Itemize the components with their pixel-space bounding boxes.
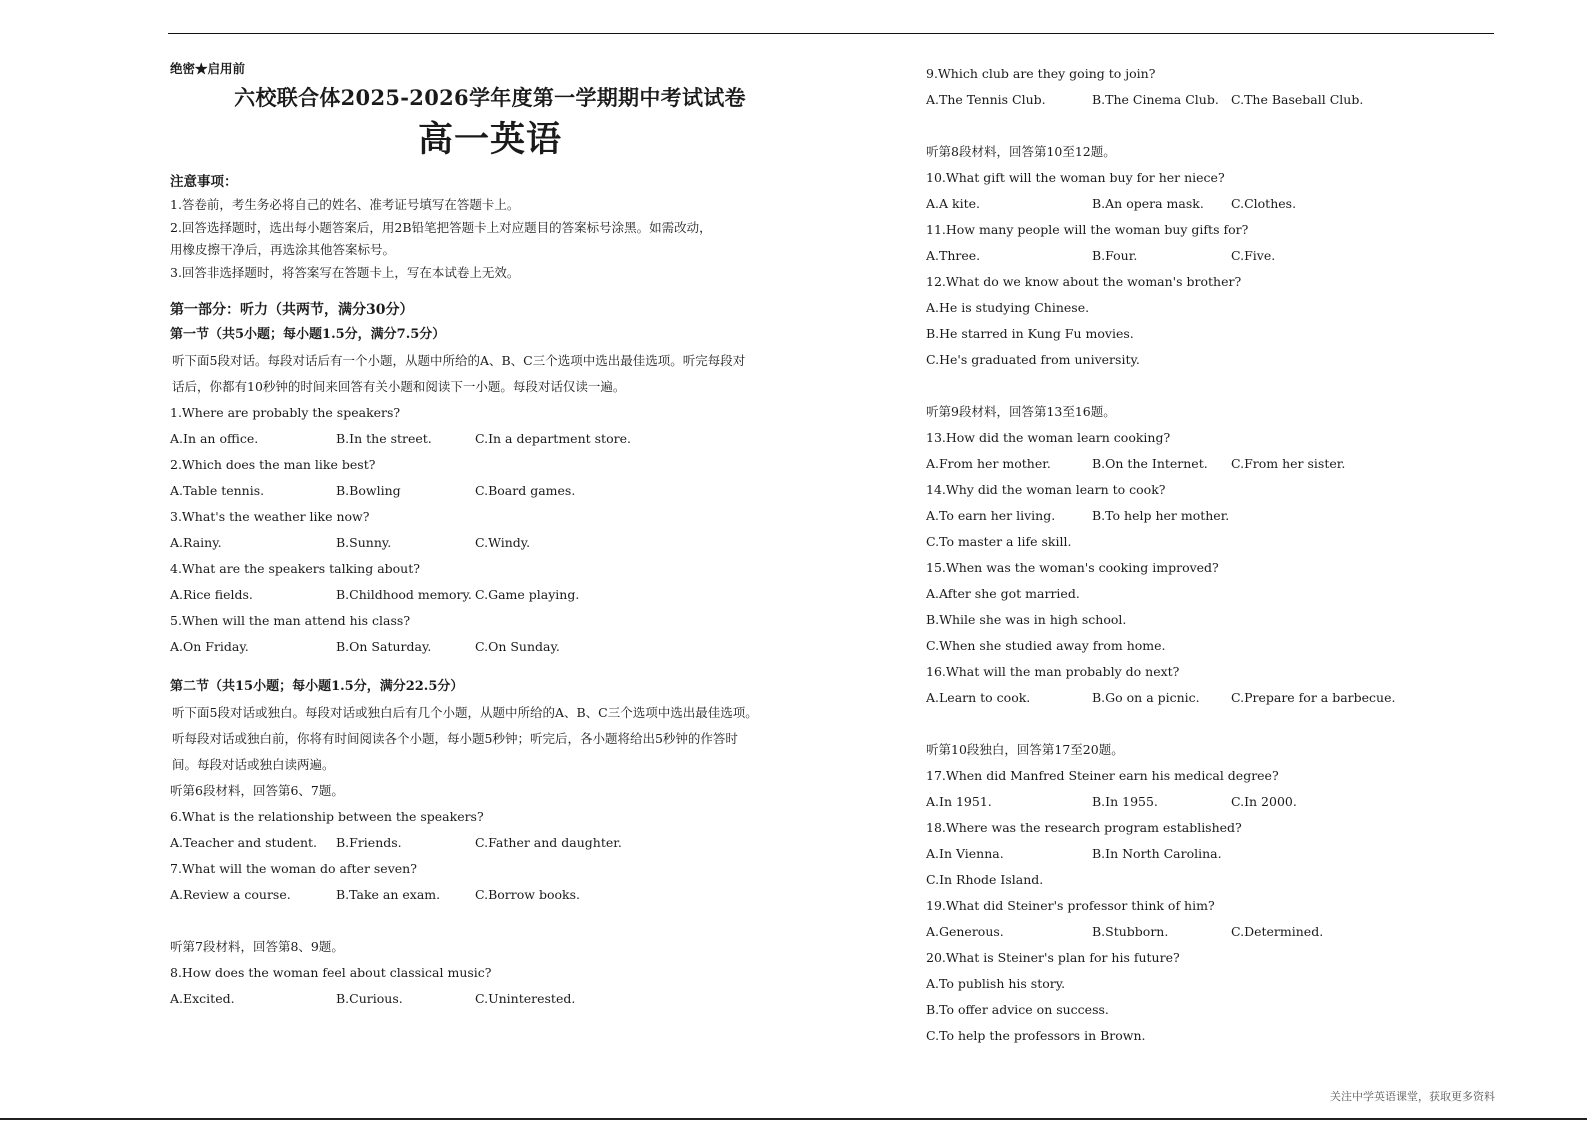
option-a: A.The Tennis Club. xyxy=(926,92,1046,107)
option-a: A.Teacher and student. xyxy=(170,835,318,850)
option-a: A.Table tennis. xyxy=(170,483,265,498)
section-two-title: 第二节（共15小题；每小题1.5分，满分22.5分） xyxy=(170,679,464,694)
question-12: 12.What do we know about the woman's brother? xyxy=(926,274,1242,289)
option-b: B.Curious. xyxy=(336,991,403,1006)
question-11: 11.How many people will the woman buy gifts for? xyxy=(926,222,1249,237)
notice-line: 3.回答非选择题时，将答案写在答题卡上，写在本试卷上无效。 xyxy=(170,264,520,280)
section-one-instructions: 话后，你都有10秒钟的时间来回答有关小题和阅读下一小题。每段对话仅读一遍。 xyxy=(172,379,626,394)
option-c: C.Windy. xyxy=(475,535,531,550)
option-a: A.Rainy. xyxy=(170,535,222,550)
option-b: B.Friends. xyxy=(336,835,402,850)
option-a: A.He is studying Chinese. xyxy=(926,300,1090,315)
options-7 xyxy=(170,882,830,908)
part-one-title: 第一部分：听力（共两节，满分30分） xyxy=(170,302,414,318)
option-b: B.Go on a picnic. xyxy=(1092,690,1200,705)
option-b: B.Sunny. xyxy=(336,535,392,550)
material-8-heading: 听第8段材料，回答第10至12题。 xyxy=(926,144,1116,159)
option-a: A.In Vienna. xyxy=(926,846,1004,861)
options-19 xyxy=(926,919,1546,945)
notice-heading: 注意事项： xyxy=(170,174,238,190)
material-9-heading: 听第9段材料，回答第13至16题。 xyxy=(926,404,1116,419)
options-16 xyxy=(926,685,1546,711)
options-11 xyxy=(926,243,1546,269)
option-b: B.On the Internet. xyxy=(1092,456,1208,471)
question-19: 19.What did Steiner's professor think of him? xyxy=(926,898,1215,913)
option-a: A.From her mother. xyxy=(926,456,1051,471)
option-c: C.Board games. xyxy=(475,483,576,498)
notice-line: 用橡皮擦干净后，再选涂其他答案标号。 xyxy=(170,242,396,257)
option-b: B.To offer advice on success. xyxy=(926,1002,1109,1017)
options-3 xyxy=(170,530,830,556)
option-a: A.To publish his story. xyxy=(926,976,1066,991)
option-a: A.Three. xyxy=(926,248,981,263)
notice-line: 2.回答选择题时，选出每小题答案后，用2B铅笔把答题卡上对应题目的答案标号涂黑。如需改动， xyxy=(170,219,712,235)
option-c: C.He's graduated from university. xyxy=(926,352,1140,367)
options-1 xyxy=(170,426,830,452)
question-5: 5.When will the man attend his class? xyxy=(170,613,411,628)
question-2: 2.Which does the man like best? xyxy=(170,457,376,472)
option-c: C.To master a life skill. xyxy=(926,534,1072,549)
options-13 xyxy=(926,451,1546,477)
option-b: B.He starred in Kung Fu movies. xyxy=(926,326,1134,341)
option-a: A.Generous. xyxy=(926,924,1004,939)
option-b: B.Four. xyxy=(1092,248,1138,263)
option-b: B.In North Carolina. xyxy=(1092,846,1222,861)
option-a: A.After she got married. xyxy=(926,586,1080,601)
question-1: 1.Where are probably the speakers? xyxy=(170,405,401,420)
section-two-instructions: 听每段对话或独白前，你将有时间阅读各个小题，每小题5秒钟；听完后，各小题将给出5秒钟的作答时 xyxy=(172,731,738,746)
section-one-instructions: 听下面5段对话。每段对话后有一个小题，从题中所给的A、B、C三个选项中选出最佳选项。听完每段对 xyxy=(172,353,746,368)
option-b: B.On Saturday. xyxy=(336,639,432,654)
option-c: C.From her sister. xyxy=(1231,456,1346,471)
right-column xyxy=(926,61,1546,1049)
option-a: A.Excited. xyxy=(170,991,235,1006)
option-b: B.To help her mother. xyxy=(1092,508,1230,523)
section-one-title: 第一节（共5小题；每小题1.5分，满分7.5分） xyxy=(170,327,446,342)
option-a: A.Learn to cook. xyxy=(926,690,1031,705)
question-13: 13.How did the woman learn cooking? xyxy=(926,430,1171,445)
option-c: C.Game playing. xyxy=(475,587,580,602)
material-6-heading: 听第6段材料，回答第6、7题。 xyxy=(170,783,344,798)
material-7-heading: 听第7段材料，回答第8、9题。 xyxy=(170,939,344,954)
options-17 xyxy=(926,789,1546,815)
options-2 xyxy=(170,478,830,504)
question-8: 8.How does the woman feel about classical music? xyxy=(170,965,492,980)
exam-title: 六校联合体2025-2026学年度第一学期期中考试试卷 xyxy=(234,85,746,110)
subject-title: 高一英语 xyxy=(417,119,562,160)
question-6: 6.What is the relationship between the speakers? xyxy=(170,809,484,824)
question-20: 20.What is Steiner's plan for his future? xyxy=(926,950,1180,965)
question-9: 9.Which club are they going to join? xyxy=(926,66,1156,81)
option-c: C.Uninterested. xyxy=(475,991,576,1006)
option-c: C.Prepare for a barbecue. xyxy=(1231,690,1396,705)
question-14: 14.Why did the woman learn to cook? xyxy=(926,482,1166,497)
option-c: C.In a department store. xyxy=(475,431,631,446)
option-c: C.Borrow books. xyxy=(475,887,580,902)
option-a: A.In 1951. xyxy=(926,794,992,809)
option-b: B.Bowling xyxy=(336,483,401,498)
option-b: B.Stubborn. xyxy=(1092,924,1169,939)
options-6 xyxy=(170,830,830,856)
section-two-instructions: 间。每段对话或独白读两遍。 xyxy=(172,757,335,772)
option-c: C.Determined. xyxy=(1231,924,1324,939)
option-c: C.To help the professors in Brown. xyxy=(926,1028,1146,1043)
question-15: 15.When was the woman's cooking improved? xyxy=(926,560,1219,575)
question-18: 18.Where was the research program established? xyxy=(926,820,1242,835)
option-c: C.Clothes. xyxy=(1231,196,1297,211)
material-10-heading: 听第10段独白，回答第17至20题。 xyxy=(926,742,1124,757)
question-17: 17.When did Manfred Steiner earn his medical degree? xyxy=(926,768,1279,783)
question-7: 7.What will the woman do after seven? xyxy=(170,861,417,876)
option-a: A.To earn her living. xyxy=(926,508,1056,523)
option-b: B.Childhood memory. xyxy=(336,587,472,602)
option-c: C.When she studied away from home. xyxy=(926,638,1166,653)
option-b: B.An opera mask. xyxy=(1092,196,1204,211)
options-9 xyxy=(926,87,1546,113)
top-rule xyxy=(168,33,1494,34)
options-14 xyxy=(926,503,1546,529)
bottom-rule xyxy=(0,1118,1587,1120)
footer-note: 关注中学英语课堂，获取更多资料 xyxy=(1330,1090,1495,1103)
option-a: A.A kite. xyxy=(926,196,980,211)
options-5 xyxy=(170,634,830,660)
option-b: B.The Cinema Club. xyxy=(1092,92,1219,107)
option-b: B.In 1955. xyxy=(1092,794,1158,809)
option-c: C.Five. xyxy=(1231,248,1276,263)
option-c: C.Father and daughter. xyxy=(475,835,622,850)
option-c: C.In Rhode Island. xyxy=(926,872,1044,887)
options-18 xyxy=(926,841,1546,867)
option-a: A.On Friday. xyxy=(170,639,249,654)
question-10: 10.What gift will the woman buy for her niece? xyxy=(926,170,1225,185)
question-4: 4.What are the speakers talking about? xyxy=(170,561,420,576)
option-a: A.Rice fields. xyxy=(170,587,253,602)
option-b: B.While she was in high school. xyxy=(926,612,1127,627)
option-c: C.In 2000. xyxy=(1231,794,1297,809)
options-8 xyxy=(170,986,830,1012)
question-16: 16.What will the man probably do next? xyxy=(926,664,1180,679)
option-b: B.In the street. xyxy=(336,431,432,446)
section-two-instructions: 听下面5段对话或独白。每段对话或独白后有几个小题，从题中所给的A、B、C三个选项中选出最佳选项。 xyxy=(172,705,758,720)
options-4 xyxy=(170,582,830,608)
option-a: A.In an office. xyxy=(170,431,259,446)
confidential-mark: 绝密★启用前 xyxy=(170,61,246,76)
notice-line: 1.答卷前，考生务必将自己的姓名、准考证号填写在答题卡上。 xyxy=(170,197,520,212)
left-column xyxy=(170,58,830,1012)
option-c: C.On Sunday. xyxy=(475,639,560,654)
option-c: C.The Baseball Club. xyxy=(1231,92,1364,107)
option-a: A.Review a course. xyxy=(170,887,291,902)
options-10 xyxy=(926,191,1546,217)
question-3: 3.What's the weather like now? xyxy=(170,509,370,524)
option-b: B.Take an exam. xyxy=(336,887,441,902)
